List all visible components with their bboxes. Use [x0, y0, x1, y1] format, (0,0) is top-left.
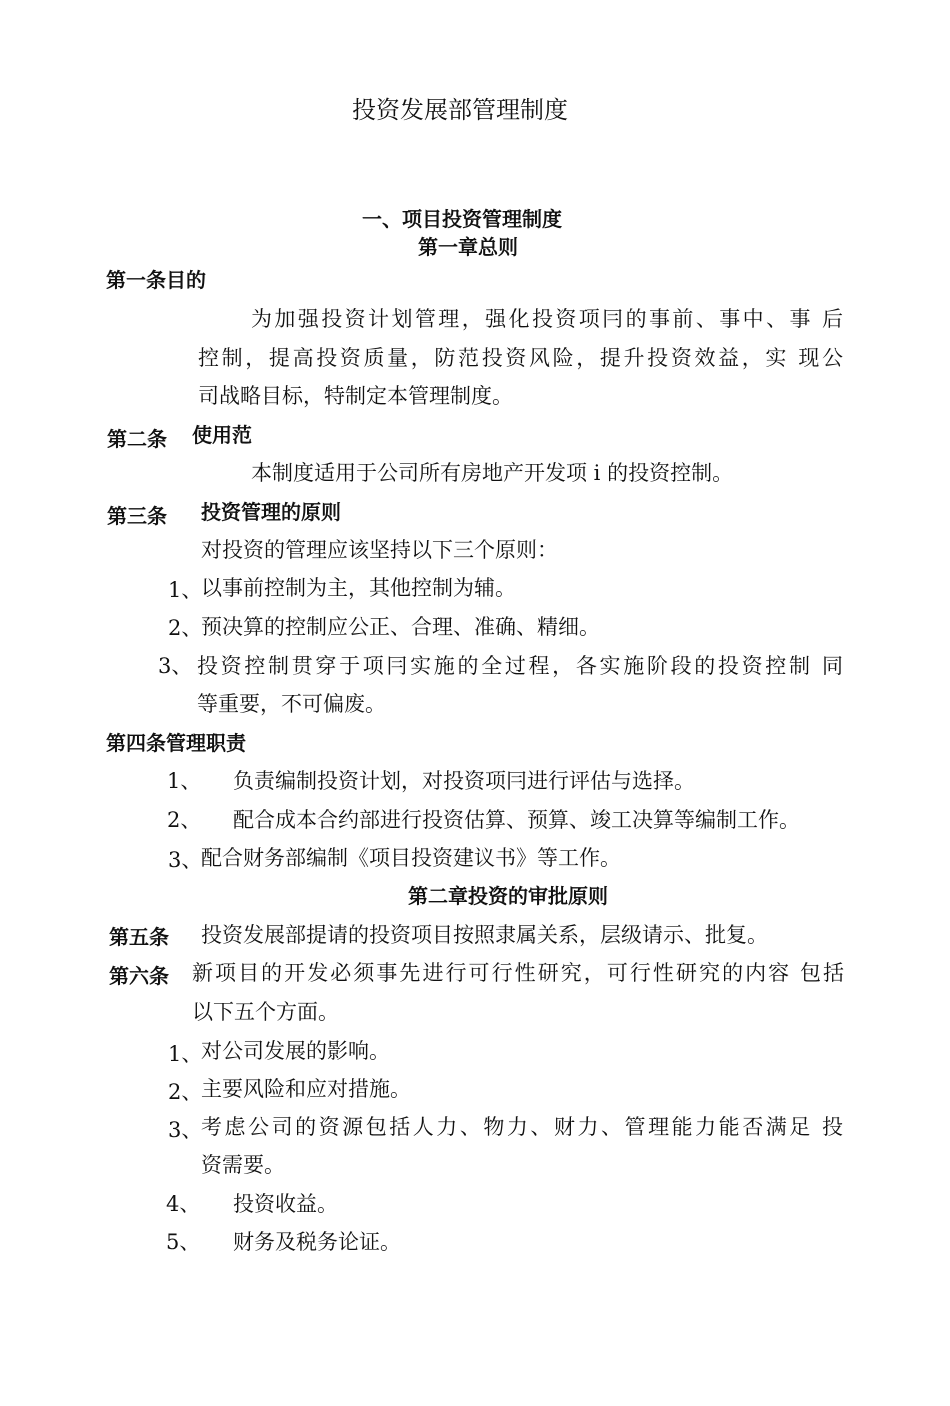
article6-item3-num: 3、 — [168, 1118, 203, 1142]
chapter2-heading: 第二章投资的审批原则 — [408, 884, 608, 908]
section-heading: 一、项目投资管理制度 — [362, 207, 562, 231]
article6-item2-text: 主要风险和应对措施。 — [201, 1077, 411, 1101]
article6-item4-text: 投资收益。 — [233, 1192, 338, 1216]
article4-item1-text: 负责编制投资计划，对投资项冃进行评估与选择。 — [233, 769, 695, 793]
article6-item5-num: 5、 — [166, 1230, 201, 1254]
article3-item1-text: 以事前控制为主，其他控制为辅。 — [201, 576, 516, 600]
article1-line2: 控制，提高投资质量，防范投资风险，提升投资效益，实 现公 — [198, 346, 843, 370]
article6-item2-num: 2、 — [168, 1080, 203, 1104]
article4-item2-text: 配合成本合约部进行投资估算、预算、竣工决算等编制工作。 — [233, 808, 800, 832]
article3-item2-num: 2、 — [168, 616, 203, 640]
chapter1-heading: 第一章总则 — [418, 235, 518, 259]
article3-intro: 对投资的管理应该坚持以下三个原则： — [201, 538, 558, 562]
article3-label: 第三条 — [107, 504, 167, 528]
article6-item5-text: 财务及税务论证。 — [233, 1230, 401, 1254]
article6-item3-text: 考虑公司的资源包括人力、物力、财力、管理能力能否满足 投 — [201, 1115, 843, 1139]
article4-item3-num: 3、 — [168, 848, 203, 872]
article6-cont: 以下五个方面。 — [192, 1000, 339, 1024]
article6-label: 第六条 — [109, 964, 169, 988]
article3-item3-cont: 等重要，不可偏废。 — [197, 692, 386, 716]
article3-item2-text: 预决算的控制应公正、合理、准确、精细。 — [201, 615, 600, 639]
article4-heading: 第四条管理职责 — [106, 731, 246, 755]
article4-item2-num: 2、 — [167, 808, 202, 832]
article2-heading: 使用范 — [192, 423, 252, 447]
article5-text: 投资发展部提请的投资项目按照隶属关系，层级请示、批复。 — [201, 923, 768, 947]
article4-item1-num: 1、 — [167, 769, 202, 793]
article6-item4-num: 4、 — [166, 1192, 201, 1216]
article1-line1: 为加强投资计划管理，强化投资项冃的事前、事中、事 后 — [251, 307, 843, 331]
article3-heading: 投资管理的原则 — [201, 500, 341, 524]
article6-item3-cont: 资需要。 — [201, 1153, 285, 1177]
article2-text: 本制度适用于公司所有房地产开发项 i 的投资控制。 — [251, 461, 734, 485]
document-title: 投资发展部管理制度 — [352, 96, 568, 124]
article4-item3-text: 配合财务部编制《项目投资建议书》等工作。 — [201, 846, 621, 870]
article3-item1-num: 1、 — [168, 578, 203, 602]
article1-line3: 司战略目标，特制定本管理制度。 — [198, 384, 513, 408]
article1-heading: 第一条目的 — [106, 268, 206, 292]
article3-item3-num: 3、 — [158, 654, 193, 678]
article6-item1-text: 对公司发展的影响。 — [201, 1039, 390, 1063]
article5-label: 第五条 — [109, 925, 169, 949]
article6-text: 新项目的开发必须事先进行可行性研究，可行性研究的内容 包括 — [192, 961, 844, 985]
article2-label: 第二条 — [107, 427, 167, 451]
article6-item1-num: 1、 — [168, 1042, 203, 1066]
article3-item3-text: 投资控制贯穿于项冃实施的全过程，各实施阶段的投资控制 同 — [197, 654, 843, 678]
